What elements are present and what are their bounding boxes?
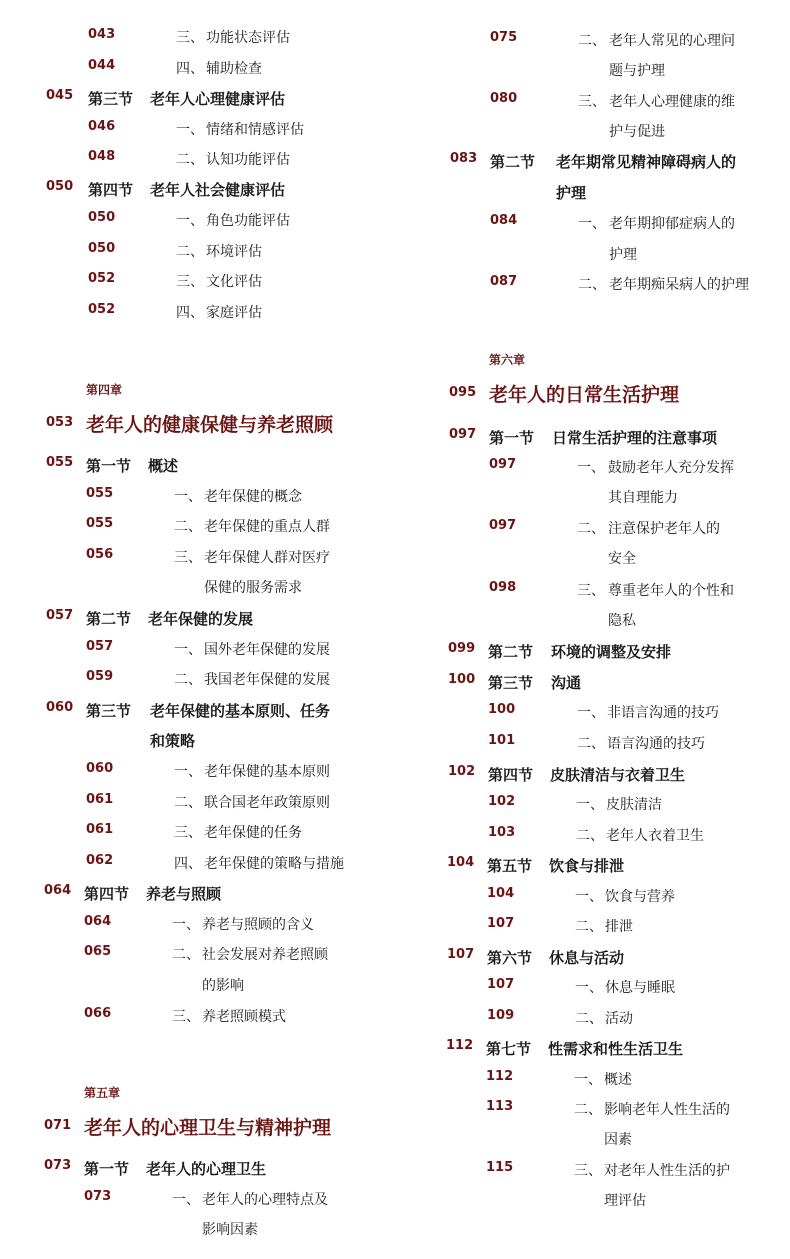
page-number: 065 — [84, 944, 112, 959]
item-number: 三、 — [176, 30, 204, 46]
item-number: 二、 — [577, 736, 605, 752]
page-number: 044 — [88, 58, 116, 73]
item-number: 二、 — [576, 828, 604, 844]
page-number: 107 — [487, 977, 515, 992]
item-title-continued: 影响因素 — [202, 1222, 258, 1238]
item-number: 一、 — [176, 213, 204, 229]
item-title: 老年保健的概念 — [204, 489, 302, 505]
page-number: 109 — [487, 1008, 515, 1023]
page-number: 052 — [88, 302, 116, 317]
page-number: 066 — [84, 1006, 112, 1021]
page-number: 064 — [84, 914, 112, 929]
item-number: 二、 — [176, 244, 204, 260]
page-number: 073 — [84, 1189, 112, 1204]
page-number: 062 — [86, 853, 114, 868]
section-label: 第四节 — [88, 181, 134, 199]
page-number: 112 — [446, 1038, 474, 1053]
page-number: 057 — [86, 639, 114, 654]
page-number: 083 — [450, 151, 478, 166]
item-number: 一、 — [574, 1072, 602, 1088]
page-number: 061 — [86, 822, 114, 837]
page-number: 055 — [86, 486, 114, 501]
section-label: 第五节 — [487, 857, 533, 875]
page-number: 097 — [449, 427, 477, 442]
item-title-continued: 题与护理 — [609, 63, 665, 79]
item-number: 二、 — [574, 1102, 602, 1118]
section-title: 老年保健的发展 — [148, 610, 254, 628]
section-label: 第一节 — [84, 1160, 130, 1178]
item-title: 文化评估 — [206, 274, 262, 290]
item-title: 老年保健人群对医疗 — [204, 550, 330, 566]
item-number: 四、 — [176, 61, 204, 77]
item-number: 一、 — [174, 764, 202, 780]
chapter-title: 老年人的日常生活护理 — [489, 384, 680, 406]
section-title: 皮肤清洁与衣着卫生 — [550, 766, 686, 784]
item-number: 二、 — [174, 795, 202, 811]
item-title: 鼓励老年人充分发挥 — [608, 460, 734, 476]
item-title: 语言沟通的技巧 — [607, 736, 705, 752]
item-number: 二、 — [577, 521, 605, 537]
item-title-continued: 隐私 — [608, 613, 636, 629]
page-number: 060 — [46, 700, 74, 715]
section-label: 第三节 — [86, 702, 132, 720]
item-number: 一、 — [575, 889, 603, 905]
item-title: 老年人衣着卫生 — [606, 828, 704, 844]
section-label: 第六节 — [487, 949, 533, 967]
section-label: 第四节 — [488, 766, 534, 784]
item-title: 休息与睡眠 — [605, 980, 675, 996]
item-title: 老年人的心理特点及 — [202, 1192, 328, 1208]
item-number: 一、 — [176, 122, 204, 138]
page-number: 113 — [486, 1099, 514, 1114]
item-title: 尊重老年人的个性和 — [608, 583, 734, 599]
section-label: 第三节 — [488, 674, 534, 692]
item-number: 二、 — [172, 947, 200, 963]
page-number: 053 — [46, 415, 74, 430]
item-title: 情绪和情感评估 — [206, 122, 304, 138]
item-number: 三、 — [574, 1163, 602, 1179]
page-number: 057 — [46, 608, 74, 623]
page-number: 102 — [448, 764, 476, 779]
section-label: 第一节 — [489, 429, 535, 447]
item-title: 饮食与营养 — [605, 889, 675, 905]
item-title: 社会发展对养老照顾 — [202, 947, 328, 963]
item-number: 二、 — [578, 277, 606, 293]
item-title-continued: 护与促进 — [609, 124, 665, 140]
item-number: 二、 — [174, 519, 202, 535]
page-number: 100 — [488, 702, 516, 717]
item-number: 一、 — [575, 980, 603, 996]
chapter-title: 老年人的心理卫生与精神护理 — [84, 1117, 332, 1139]
item-title: 活动 — [605, 1011, 633, 1027]
item-title: 老年保健的重点人群 — [204, 519, 330, 535]
page-number: 097 — [489, 457, 517, 472]
item-title: 皮肤清洁 — [606, 797, 662, 813]
item-number: 二、 — [578, 33, 606, 49]
section-title-continued: 护理 — [556, 184, 587, 202]
chapter-label: 第四章 — [86, 383, 123, 397]
page-number: 099 — [448, 641, 476, 656]
page-number: 060 — [86, 761, 114, 776]
item-title: 家庭评估 — [206, 305, 262, 321]
item-number: 二、 — [174, 672, 202, 688]
page-number: 101 — [488, 733, 516, 748]
page-number: 098 — [489, 580, 517, 595]
section-title: 老年保健的基本原则、任务 — [150, 702, 331, 720]
item-number: 四、 — [174, 856, 202, 872]
item-title-continued: 保健的服务需求 — [204, 580, 302, 596]
section-label: 第二节 — [86, 610, 132, 628]
section-title: 环境的调整及安排 — [551, 643, 672, 661]
item-title-continued: 的影响 — [202, 978, 244, 994]
item-title: 老年保健的任务 — [204, 825, 302, 841]
section-title: 老年人心理健康评估 — [150, 90, 286, 108]
section-label: 第一节 — [86, 457, 132, 475]
item-title: 影响老年人性生活的 — [604, 1102, 730, 1118]
page-number: 071 — [44, 1118, 72, 1133]
item-title: 老年期抑郁症病人的 — [609, 216, 735, 232]
item-number: 三、 — [176, 274, 204, 290]
item-title: 辅助检查 — [206, 61, 262, 77]
item-number: 一、 — [174, 642, 202, 658]
item-number: 二、 — [575, 1011, 603, 1027]
section-title: 饮食与排泄 — [549, 857, 625, 875]
page-number: 043 — [88, 27, 116, 42]
section-label: 第四节 — [84, 885, 130, 903]
page-number: 100 — [448, 672, 476, 687]
item-title: 老年保健的策略与措施 — [204, 856, 344, 872]
item-number: 三、 — [174, 825, 202, 841]
section-label: 第二节 — [490, 153, 536, 171]
item-number: 一、 — [172, 917, 200, 933]
page-number: 112 — [486, 1069, 514, 1084]
page-number: 050 — [46, 179, 74, 194]
page-number: 104 — [447, 855, 475, 870]
section-title: 沟通 — [551, 674, 582, 692]
page-number: 107 — [447, 947, 475, 962]
item-number: 一、 — [174, 489, 202, 505]
item-title: 老年保健的基本原则 — [204, 764, 330, 780]
page-number: 050 — [88, 241, 116, 256]
page-number: 107 — [487, 916, 515, 931]
item-number: 一、 — [578, 216, 606, 232]
item-number: 一、 — [172, 1192, 200, 1208]
item-title: 注意保护老年人的 — [608, 521, 720, 537]
item-number: 二、 — [176, 152, 204, 168]
section-title: 老年期常见精神障碍病人的 — [556, 153, 737, 171]
item-number: 三、 — [577, 583, 605, 599]
item-title: 养老与照顾的含义 — [202, 917, 314, 933]
section-title: 养老与照顾 — [146, 885, 222, 903]
item-number: 三、 — [578, 94, 606, 110]
item-title: 养老照顾模式 — [202, 1009, 286, 1025]
page-number: 052 — [88, 271, 116, 286]
section-title: 老年人的心理卫生 — [146, 1160, 267, 1178]
item-title: 概述 — [604, 1072, 632, 1088]
section-title-continued: 和策略 — [150, 732, 196, 750]
section-label: 第二节 — [488, 643, 534, 661]
page-number: 103 — [488, 825, 516, 840]
page-number: 059 — [86, 669, 114, 684]
section-title: 日常生活护理的注意事项 — [552, 429, 718, 447]
page-number: 055 — [86, 516, 114, 531]
section-title: 概述 — [148, 457, 179, 475]
page-number: 084 — [490, 213, 518, 228]
item-title: 老年人常见的心理问 — [609, 33, 735, 49]
page-number: 064 — [44, 883, 72, 898]
section-title: 休息与活动 — [549, 949, 625, 967]
page-number: 102 — [488, 794, 516, 809]
section-label: 第三节 — [88, 90, 134, 108]
section-label: 第七节 — [486, 1040, 532, 1058]
section-title: 老年人社会健康评估 — [150, 181, 286, 199]
item-title-continued: 理评估 — [604, 1193, 646, 1209]
item-number: 一、 — [576, 797, 604, 813]
item-number: 四、 — [176, 305, 204, 321]
section-title: 性需求和性生活卫生 — [548, 1040, 684, 1058]
item-number: 三、 — [172, 1009, 200, 1025]
page-number: 061 — [86, 792, 114, 807]
page-number: 073 — [44, 1158, 72, 1173]
item-title: 老年人心理健康的维 — [609, 94, 735, 110]
page-number: 046 — [88, 119, 116, 134]
chapter-label: 第五章 — [84, 1086, 121, 1100]
item-number: 一、 — [577, 460, 605, 476]
page-number: 075 — [490, 30, 518, 45]
page-number: 048 — [88, 149, 116, 164]
item-number: 三、 — [174, 550, 202, 566]
page-number: 045 — [46, 88, 74, 103]
page-number: 055 — [46, 455, 74, 470]
item-title: 我国老年保健的发展 — [204, 672, 330, 688]
item-title: 角色功能评估 — [206, 213, 290, 229]
page-number: 095 — [449, 385, 477, 400]
item-title: 老年期痴呆病人的护理 — [609, 277, 749, 293]
page-number: 097 — [489, 518, 517, 533]
page-number: 050 — [88, 210, 116, 225]
page-number: 104 — [487, 886, 515, 901]
chapter-title: 老年人的健康保健与养老照顾 — [86, 414, 334, 436]
item-number: 二、 — [575, 919, 603, 935]
item-title: 认知功能评估 — [206, 152, 290, 168]
item-number: 一、 — [577, 705, 605, 721]
page-number: 115 — [486, 1160, 514, 1175]
page-number: 087 — [490, 274, 518, 289]
page-number: 080 — [490, 91, 518, 106]
item-title: 国外老年保健的发展 — [204, 642, 330, 658]
item-title-continued: 安全 — [608, 551, 636, 567]
page-number: 056 — [86, 547, 114, 562]
item-title: 联合国老年政策原则 — [204, 795, 330, 811]
item-title: 对老年人性生活的护 — [604, 1163, 730, 1179]
item-title: 环境评估 — [206, 244, 262, 260]
item-title: 非语言沟通的技巧 — [607, 705, 719, 721]
item-title: 功能状态评估 — [206, 30, 290, 46]
item-title-continued: 护理 — [609, 247, 637, 263]
item-title: 排泄 — [605, 919, 633, 935]
item-title-continued: 其自理能力 — [608, 490, 678, 506]
chapter-label: 第六章 — [489, 353, 526, 367]
item-title-continued: 因素 — [604, 1132, 632, 1148]
